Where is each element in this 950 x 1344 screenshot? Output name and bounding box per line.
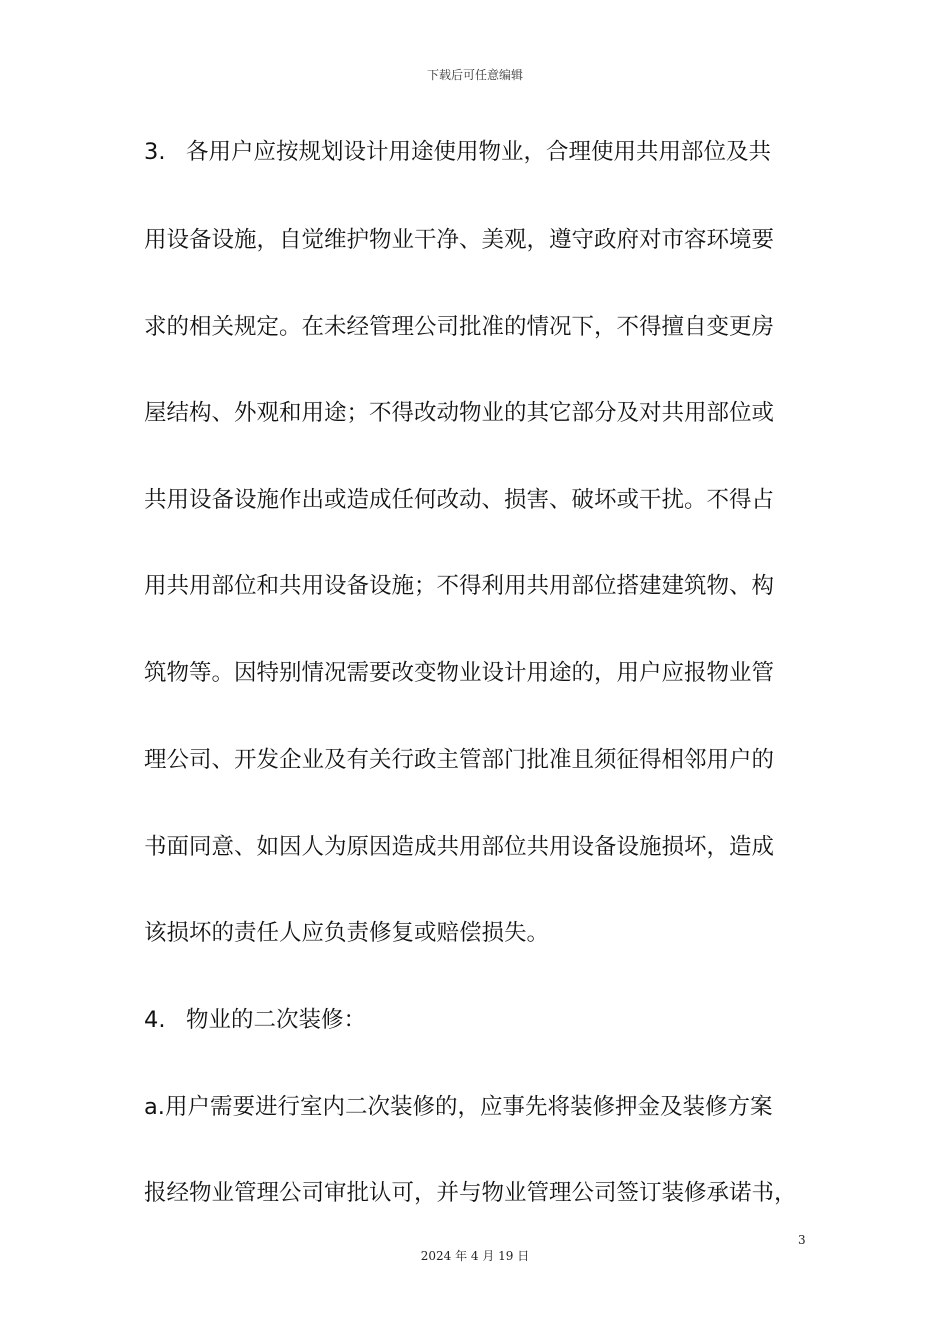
item-4-heading-line bbox=[144, 1005, 366, 1035]
item-3-line-5: 共用设备设施作出或造成任何改动、损害、破坏或干扰。不得占 bbox=[144, 487, 775, 513]
item-3-line-8: 理公司、开发企业及有关行政主管部门批准且须征得相邻用户的 bbox=[144, 747, 775, 773]
item-3-line-3: 求的相关规定。在未经管理公司批准的情况下，不得擅自变更房 bbox=[144, 314, 775, 340]
item-3-line-7: 筑物等。因特别情况需要改变物业设计用途的，用户应报物业管 bbox=[144, 660, 775, 686]
item-3-line-9: 书面同意、如因人为原因造成共用部位共用设备设施损坏，造成 bbox=[144, 834, 775, 860]
item-4a-line-2: 报经物业管理公司审批认可，并与物业管理公司签订装修承诺书， bbox=[144, 1180, 797, 1206]
item-4-number: 4. bbox=[144, 1007, 166, 1033]
header-note: 下载后可任意编辑 bbox=[426, 68, 523, 82]
item-3-line-2: 用设备设施，自觉维护物业干净、美观，遵守政府对市容环境要 bbox=[144, 227, 775, 253]
item-3-line-10: 该损坏的责任人应负责修复或赔偿损失。 bbox=[144, 920, 550, 946]
item-3-line-4: 屋结构、外观和用途；不得改动物业的其它部分及对共用部位或 bbox=[144, 400, 775, 426]
item-4-heading: 物业的二次装修： bbox=[186, 1007, 367, 1033]
item-4a-line-1: a.用户需要进行室内二次装修的，应事先将装修押金及装修方案 bbox=[144, 1094, 773, 1120]
item-3-line-1: 3. 各用户应按规划设计用途使用物业，合理使用共用部位及共 bbox=[144, 139, 772, 165]
item-3-line-6: 用共用部位和共用设备设施；不得利用共用部位搭建建筑物、构 bbox=[144, 573, 775, 599]
footer-date: 2024 年 4 月 19 日 bbox=[420, 1249, 530, 1263]
item-3-number: 3. bbox=[144, 139, 166, 165]
page-number: 3 bbox=[798, 1233, 806, 1247]
